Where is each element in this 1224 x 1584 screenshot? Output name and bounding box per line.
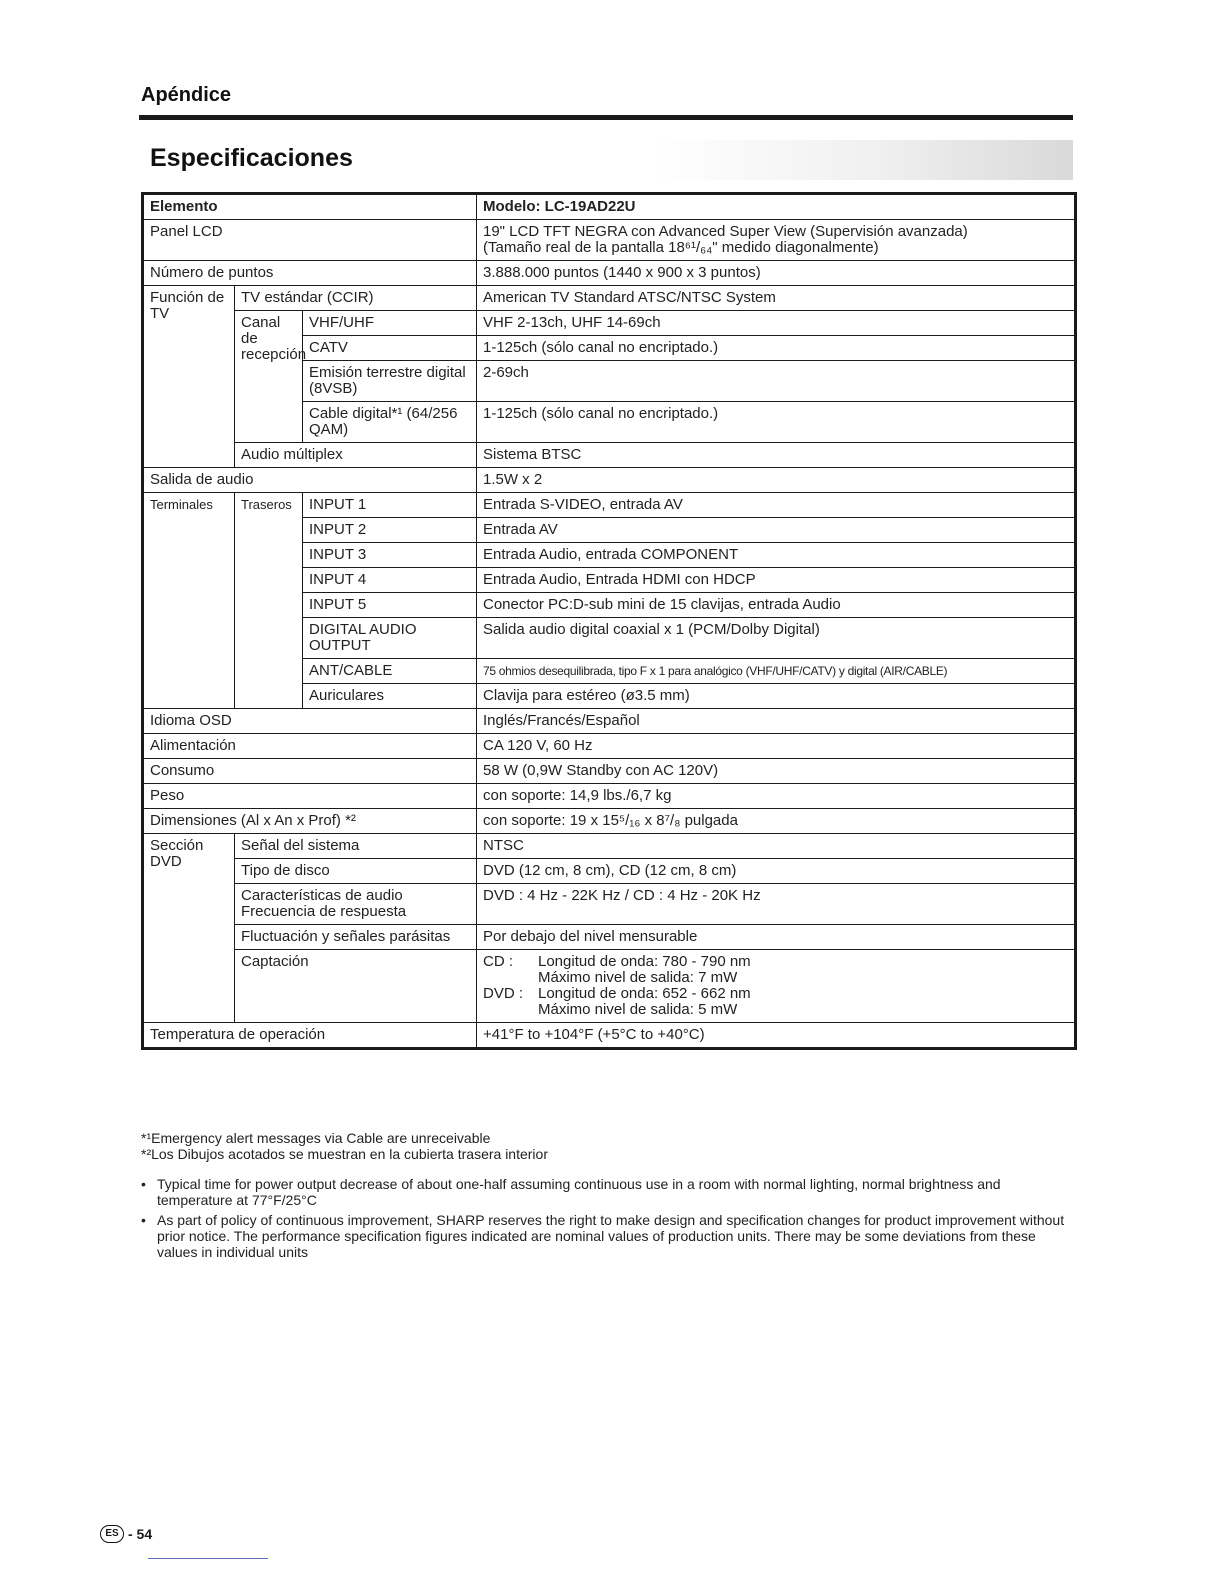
row-label: Tipo de disco: [235, 859, 477, 884]
row-label: Cable digital*¹ (64/256 QAM): [303, 402, 477, 443]
label-line: Características de audio: [241, 887, 403, 904]
row-value: Por debajo del nivel mensurable: [477, 925, 1076, 950]
table-row: [143, 468, 1076, 493]
row-label: ANT/CABLE: [303, 659, 477, 684]
table-row: [143, 1023, 1076, 1049]
value-line: (Tamaño real de la pantalla 18⁶¹/₆₄" medido diagonalmente): [483, 239, 879, 256]
bullet-icon: •: [141, 1176, 146, 1192]
pickup-cd-2: [483, 970, 1068, 986]
row-label: DIGITAL AUDIO OUTPUT: [303, 618, 477, 659]
row-value: DVD : 4 Hz - 22K Hz / CD : 4 Hz - 20K Hz: [477, 884, 1076, 925]
row-label: INPUT 1: [303, 493, 477, 518]
row-value: Salida audio digital coaxial x 1 (PCM/Dolby Digital): [477, 618, 1076, 659]
row-label: Señal del sistema: [235, 834, 477, 859]
row-label: CATV: [303, 336, 477, 361]
table-row: [143, 809, 1076, 834]
row-value: American TV Standard ATSC/NTSC System: [477, 286, 1076, 311]
row-label: Idioma OSD: [143, 709, 477, 734]
row-label: Dimensiones (Al x An x Prof) *²: [143, 809, 477, 834]
table-row: [143, 784, 1076, 809]
row-value: Inglés/Francés/Español: [477, 709, 1076, 734]
row-label: Panel LCD: [143, 220, 477, 261]
bullet-text: Typical time for power output decrease of about one-half assuming continuous use in a room with normal lighting, normal brightness and temperature at 77°F/25°C: [157, 1176, 1001, 1208]
row-value: 1.5W x 2: [477, 468, 1076, 493]
page-title: Especificaciones: [150, 144, 353, 172]
group-label: Terminales: [143, 493, 235, 709]
heading-rule: [139, 115, 1073, 120]
table-row: [143, 709, 1076, 734]
row-label: INPUT 4: [303, 568, 477, 593]
table-row: [143, 859, 1076, 884]
row-value: Entrada S-VIDEO, entrada AV: [477, 493, 1076, 518]
table-row: [143, 734, 1076, 759]
table-row: [143, 220, 1076, 261]
language-badge: ES: [100, 1525, 124, 1543]
row-label: Audio múltiplex: [235, 443, 477, 468]
page-number: [100, 1525, 152, 1543]
header-item: Elemento: [143, 194, 477, 220]
row-value: 58 W (0,9W Standby con AC 120V): [477, 759, 1076, 784]
row-label: TV estándar (CCIR): [235, 286, 477, 311]
pickup-cd-label: CD :: [483, 953, 513, 970]
row-value: 2-69ch: [477, 361, 1076, 402]
row-value: 1-125ch (sólo canal no encriptado.): [477, 336, 1076, 361]
row-value: con soporte: 14,9 lbs./6,7 kg: [477, 784, 1076, 809]
list-item: [141, 1176, 1074, 1208]
row-label: Número de puntos: [143, 261, 477, 286]
pickup-dvd: [483, 986, 1068, 1002]
footnote-1: *¹Emergency alert messages via Cable are unreceivable: [141, 1130, 491, 1146]
page-number-text: - 54: [128, 1526, 153, 1542]
table-header-row: [143, 194, 1076, 220]
row-label: Alimentación: [143, 734, 477, 759]
table-row: [143, 834, 1076, 859]
pickup-dvd-2: [483, 1002, 1068, 1018]
table-row: [143, 925, 1076, 950]
pickup-dvd-line1: Longitud de onda: 652 - 662 nm: [538, 985, 751, 1002]
row-label: INPUT 3: [303, 543, 477, 568]
pickup-dvd-label: DVD :: [483, 985, 524, 1002]
footnotes: [141, 1130, 1074, 1264]
label-line: Frecuencia de respuesta: [241, 903, 407, 920]
row-value: 3.888.000 puntos (1440 x 900 x 3 puntos): [477, 261, 1076, 286]
row-value: Entrada AV: [477, 518, 1076, 543]
footnote-2: *²Los Dibujos acotados se muestran en la cubierta trasera interior: [141, 1146, 548, 1162]
pickup-cd-line1: Longitud de onda: 780 - 790 nm: [538, 953, 751, 970]
spec-table: [141, 192, 1077, 1050]
table-row: [143, 493, 1076, 518]
row-value: CA 120 V, 60 Hz: [477, 734, 1076, 759]
list-item: [141, 1212, 1074, 1260]
row-value: +41°F to +104°F (+5°C to +40°C): [477, 1023, 1076, 1049]
section-heading: Apéndice: [141, 84, 232, 106]
row-value: Conector PC:D-sub mini de 15 clavijas, entrada Audio: [477, 593, 1076, 618]
row-value: Clavija para estéreo (ø3.5 mm): [477, 684, 1076, 709]
pickup-dvd-line2: Máximo nivel de salida: 5 mW: [538, 1001, 738, 1018]
row-label: Captación: [235, 950, 477, 1023]
row-label: Salida de audio: [143, 468, 477, 493]
row-value: DVD (12 cm, 8 cm), CD (12 cm, 8 cm): [477, 859, 1076, 884]
header-model: Modelo: LC-19AD22U: [477, 194, 1076, 220]
row-label: Consumo: [143, 759, 477, 784]
row-label: Temperatura de operación: [143, 1023, 477, 1049]
row-label: Fluctuación y señales parásitas: [235, 925, 477, 950]
row-value: [477, 950, 1076, 1023]
table-row: [143, 443, 1076, 468]
row-value: con soporte: 19 x 15⁵/₁₆ x 8⁷/₈ pulgada: [477, 809, 1076, 834]
pickup-cd-line2: Máximo nivel de salida: 7 mW: [538, 969, 738, 986]
group-label: Sección DVD: [143, 834, 235, 1023]
subgroup-label: Canal de recepción: [235, 311, 303, 443]
table-row: [143, 261, 1076, 286]
row-value: Sistema BTSC: [477, 443, 1076, 468]
table-row: [143, 286, 1076, 311]
pickup-cd: [483, 954, 1068, 970]
subgroup-label: Traseros: [235, 493, 303, 709]
value-line: 19" LCD TFT NEGRA con Advanced Super View (Supervisión avanzada): [483, 223, 968, 240]
table-row: [143, 950, 1076, 1023]
table-row: [143, 759, 1076, 784]
row-label: Auriculares: [303, 684, 477, 709]
row-label: INPUT 2: [303, 518, 477, 543]
table-row: [143, 311, 1076, 336]
row-value: Entrada Audio, entrada COMPONENT: [477, 543, 1076, 568]
bullet-list: [141, 1176, 1074, 1260]
bullet-icon: •: [141, 1212, 146, 1228]
footer-rule: [148, 1558, 268, 1559]
row-label: Emisión terrestre digital (8VSB): [303, 361, 477, 402]
row-label: VHF/UHF: [303, 311, 477, 336]
group-label: Función de TV: [143, 286, 235, 468]
row-value: Entrada Audio, Entrada HDMI con HDCP: [477, 568, 1076, 593]
row-value: 75 ohmios desequilibrada, tipo F x 1 para analógico (VHF/UHF/CATV) y digital (AIR/CABLE): [477, 659, 1076, 684]
row-label: Peso: [143, 784, 477, 809]
row-label: [235, 884, 477, 925]
row-value: [477, 220, 1076, 261]
table-row: [143, 884, 1076, 925]
row-value: 1-125ch (sólo canal no encriptado.): [477, 402, 1076, 443]
row-value: NTSC: [477, 834, 1076, 859]
row-value: VHF 2-13ch, UHF 14-69ch: [477, 311, 1076, 336]
row-label: INPUT 5: [303, 593, 477, 618]
bullet-text: As part of policy of continuous improvement, SHARP reserves the right to make design and specification changes for product improvement without prior notice. The performance specification figures indicated are nominal values of production units. There may be some deviations from these values in individual units: [157, 1212, 1065, 1260]
